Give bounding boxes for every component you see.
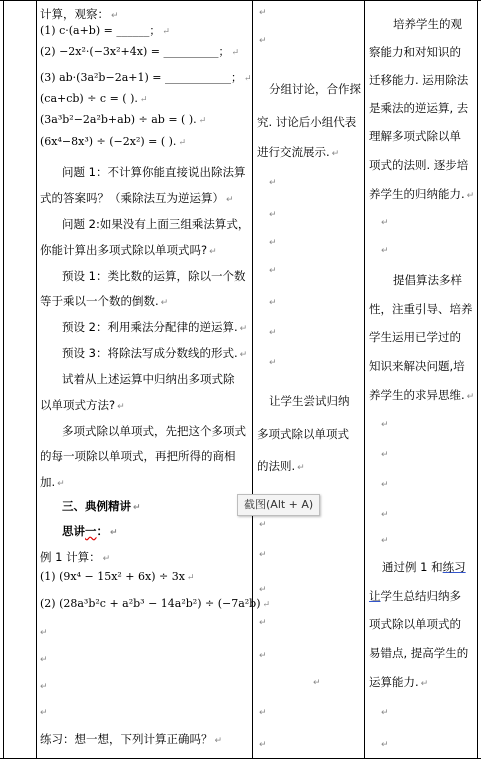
paragraph-mark: ↵ bbox=[40, 708, 48, 718]
paragraph-mark: ↵ bbox=[269, 358, 277, 368]
paragraph-mark: ↵ bbox=[269, 298, 277, 308]
intent-a-line-6: 项式的法则. 逐步培 bbox=[369, 158, 469, 172]
think-heading: 思讲一： ↵ bbox=[62, 524, 118, 538]
paragraph-mark: ↵ bbox=[269, 328, 277, 338]
question-2-line-2: 你能计算出多项式除以单项式吗? ↵ bbox=[40, 243, 217, 257]
summary-line-2: 以单项式方法? ↵ bbox=[40, 398, 125, 412]
intent-b-line-1: 提倡算法多样 bbox=[393, 273, 462, 287]
induction-line-2: 多项式除以单项式 bbox=[257, 427, 349, 441]
col-border-0 bbox=[3, 0, 4, 759]
intent-c-line-3: 项式除以单项式的 bbox=[369, 617, 461, 631]
paragraph-mark: ↵ bbox=[40, 682, 48, 692]
paragraph-mark: ↵ bbox=[259, 8, 267, 18]
equation-5: (3a³b²−2a²b+ab) ÷ ab = ( ). ↵ bbox=[40, 113, 207, 126]
intent-b-line-5: 养学生的求异思维. ↵ bbox=[369, 388, 475, 402]
paragraph-mark: ↵ bbox=[269, 266, 277, 276]
col-border-4 bbox=[477, 0, 478, 759]
equation-2: (2) −2x²·(−3x²+4x) = __________； ↵ bbox=[40, 45, 239, 58]
induction-line-3: 的法则. ↵ bbox=[257, 459, 305, 473]
paragraph-mark: ↵ bbox=[40, 655, 48, 665]
intent-c-line-5: 运算能力. ↵ bbox=[369, 675, 429, 689]
example-1-item-2: (2) (28a³b²c + a²b³ − 14a²b²) ÷ (−7a²b) ↵ bbox=[40, 597, 271, 610]
intent-a-line-2: 察能力和对知识的 bbox=[369, 45, 461, 59]
group-discussion-line-1: 分组讨论，合作探 bbox=[269, 82, 361, 96]
group-discussion-line-2: 究. 讨论后小组代表 bbox=[257, 115, 357, 129]
intro-text: 计算，观察： ↵ bbox=[40, 7, 119, 21]
paragraph-mark: ↵ bbox=[259, 36, 267, 46]
paragraph-mark: ↵ bbox=[381, 510, 389, 520]
paragraph-mark: ↵ bbox=[269, 238, 277, 248]
paragraph-mark: ↵ bbox=[259, 520, 267, 530]
paragraph-mark: ↵ bbox=[381, 420, 389, 430]
paragraph-mark: ↵ bbox=[259, 585, 267, 595]
content-column bbox=[37, 0, 271, 759]
intent-a-line-5: 理解多项式除以单 bbox=[369, 129, 461, 143]
question-1-line-2: 式的答案吗？（乘除法互为逆运算） ↵ bbox=[40, 191, 234, 205]
equation-1: (1) c·(a+b) = ______； ↵ bbox=[40, 24, 170, 37]
intent-c-line-1: 通过例 1 和练习 bbox=[382, 560, 466, 574]
intent-a-line-1: 培养学生的观 bbox=[393, 17, 462, 31]
equation-6: (6x⁴−8x³) ÷ (−2x²) = ( ). ↵ bbox=[40, 135, 186, 148]
intent-a-line-3: 迁移能力. 运用除法 bbox=[369, 73, 469, 87]
equation-3: (3) ab·(3a²b−2a+1) = ____________； ↵ bbox=[40, 71, 252, 84]
paragraph-mark: ↵ bbox=[259, 550, 267, 560]
group-discussion-line-3: 进行交流展示. ↵ bbox=[257, 145, 340, 159]
example-label: 例 1 计算： ↵ bbox=[40, 550, 111, 564]
paragraph-mark: ↵ bbox=[259, 651, 267, 661]
intent-b-line-2: 性，注重引导、培养 bbox=[369, 302, 473, 316]
summary-line-1: 试着从上述运算中归纳出多项式除 bbox=[62, 372, 235, 386]
induction-line-1: 让学生尝试归纳 bbox=[269, 394, 350, 408]
paragraph-mark: ↵ bbox=[381, 708, 389, 718]
preset-1-line-2: 等于乘以一个数的倒数. ↵ bbox=[40, 294, 169, 308]
preset-1-line-1: 预设 1：类比数的运算，除以一个数 bbox=[62, 269, 246, 283]
paragraph-mark: ↵ bbox=[259, 740, 267, 750]
intent-a-line-4: 是乘法的逆运算, 去 bbox=[369, 101, 469, 115]
paragraph-mark: ↵ bbox=[381, 218, 389, 228]
paragraph-mark: ↵ bbox=[269, 210, 277, 220]
preset-3: 预设 3：将除法写成分数线的形式. ↵ bbox=[62, 346, 248, 360]
example-1-item-1: (1) (9x⁴ − 15x² + 6x) ÷ 3x ↵ bbox=[40, 570, 195, 583]
rule-line-1: 多项式除以单项式，先把这个多项式 bbox=[62, 424, 246, 438]
intent-c-line-4: 易错点, 提高学生的 bbox=[369, 646, 469, 660]
paragraph-mark: ↵ bbox=[40, 628, 48, 638]
rule-line-2: 的每一项除以单项式，再把所得的商相 bbox=[40, 449, 236, 463]
practice-prompt: 练习：想一想，下列计算正确吗？ ↵ bbox=[40, 732, 223, 746]
paragraph-mark: ↵ bbox=[313, 678, 321, 688]
paragraph-mark: ↵ bbox=[269, 178, 277, 188]
question-1-line-1: 问题 1：不计算你能直接说出除法算 bbox=[62, 165, 246, 179]
equation-4: (ca+cb) ÷ c = ( ). ↵ bbox=[40, 92, 148, 105]
section-heading: 三、典例精讲 ↵ bbox=[62, 499, 141, 513]
paragraph-mark: ↵ bbox=[381, 740, 389, 750]
intent-column bbox=[365, 0, 477, 759]
paragraph-mark: ↵ bbox=[381, 536, 389, 546]
question-2-line-1: 问题 2:如果没有上面三组乘法算式， bbox=[62, 217, 250, 231]
paragraph-mark: ↵ bbox=[381, 246, 389, 256]
intent-a-line-7: 养学生的归纳能力. ↵ bbox=[369, 187, 475, 201]
paragraph-mark: ↵ bbox=[381, 480, 389, 490]
activity-column bbox=[253, 0, 364, 759]
paragraph-mark: ↵ bbox=[259, 618, 267, 628]
screenshot-tooltip: 截图(Alt + A) bbox=[237, 494, 320, 516]
preset-2: 预设 2：利用乘法分配律的逆运算. ↵ bbox=[62, 320, 248, 334]
rule-line-3: 加. ↵ bbox=[40, 475, 65, 489]
paragraph-mark: ↵ bbox=[381, 450, 389, 460]
paragraph-mark: ↵ bbox=[259, 708, 267, 718]
intent-b-line-4: 知识来解决问题,培 bbox=[369, 359, 465, 373]
intent-c-line-2: 让学生总结归纳多 bbox=[369, 589, 461, 603]
intent-b-line-3: 学生运用已学过的 bbox=[369, 330, 461, 344]
